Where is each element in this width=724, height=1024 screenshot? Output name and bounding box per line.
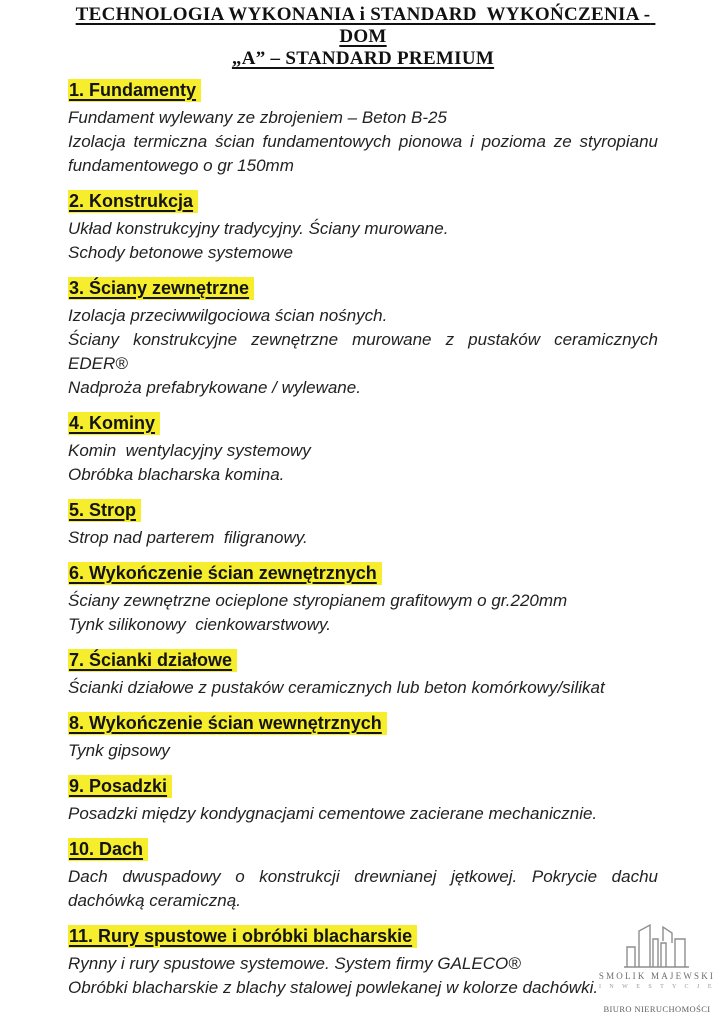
section-paragraph: Tynk silikonowy cienkowarstwowy.	[68, 615, 331, 634]
section-heading	[68, 776, 658, 796]
section-sciany-zewnetrzne	[68, 278, 658, 400]
highlighted-heading: 4. Kominy	[68, 412, 160, 435]
section-heading	[68, 563, 658, 583]
section-heading	[68, 413, 658, 433]
highlighted-heading: 6. Wykończenie ścian zewnętrznych	[68, 562, 382, 585]
section-kominy	[68, 413, 658, 487]
document-title	[68, 4, 658, 70]
section-posadzki	[68, 776, 658, 826]
logo-tagline: BIURO NIERUCHOMOŚCI	[603, 1004, 711, 1014]
section-wykonczenie-scian-wewnetrznych	[68, 713, 658, 763]
section-paragraph: Komin wentylacyjny systemowy	[68, 441, 311, 460]
title-line-2: „A” – STANDARD PREMIUM	[231, 48, 495, 69]
section-heading	[68, 650, 658, 670]
section-paragraph: Układ konstrukcyjny tradycyjny. Ściany murowane.	[68, 219, 449, 238]
section-paragraph: Izolacja termiczna ścian fundamentowych pionowa i pozioma ze styropianu fundamentowego o gr 150mm	[68, 132, 658, 175]
section-paragraph: Ściany konstrukcyjne zewnętrzne murowane z pustaków ceramicznych EDER®	[68, 330, 658, 373]
highlighted-heading: 10. Dach	[68, 838, 148, 861]
section-paragraph: Rynny i rury spustowe systemowe. System firmy GALECO®	[68, 954, 521, 973]
section-rury-spustowe	[68, 926, 658, 1000]
section-paragraph: Dach dwuspadowy o konstrukcji drewnianej jętkowej. Pokrycie dachu dachówką ceramiczną.	[68, 867, 658, 910]
section-paragraph: Obróbki blacharskie z blachy stalowej powlekanej w kolorze dachówki.	[68, 978, 599, 997]
buildings-icon	[598, 917, 716, 969]
highlighted-heading: 5. Strop	[68, 499, 141, 522]
highlighted-heading: 11. Rury spustowe i obróbki blacharskie	[68, 925, 417, 948]
section-paragraph: Obróbka blacharska komina.	[68, 465, 285, 484]
section-fundamenty	[68, 80, 658, 178]
section-heading	[68, 839, 658, 859]
section-strop	[68, 500, 658, 550]
section-paragraph: Ścianki działowe z pustaków ceramicznych lub beton komórkowy/silikat	[68, 678, 605, 697]
highlighted-heading: 8. Wykończenie ścian wewnętrznych	[68, 712, 387, 735]
section-paragraph: Nadproża prefabrykowane / wylewane.	[68, 378, 361, 397]
section-heading	[68, 191, 658, 211]
section-scianki-dzialowe	[68, 650, 658, 700]
section-paragraph: Ściany zewnętrzne ocieplone styropianem grafitowym o gr.220mm	[68, 591, 568, 610]
highlighted-heading: 3. Ściany zewnętrzne	[68, 277, 254, 300]
highlighted-heading: 7. Ścianki działowe	[68, 649, 237, 672]
section-paragraph: Schody betonowe systemowe	[68, 243, 293, 262]
logo-company-name: SMOLIK MAJEWSKI	[598, 971, 716, 981]
section-dach	[68, 839, 658, 913]
highlighted-heading: 1. Fundamenty	[68, 79, 201, 102]
section-heading	[68, 713, 658, 733]
section-paragraph: Fundament wylewany ze zbrojeniem – Beton B-25	[68, 108, 447, 127]
highlighted-heading: 9. Posadzki	[68, 775, 172, 798]
section-paragraph: Strop nad parterem filigranowy.	[68, 528, 308, 547]
section-heading	[68, 500, 658, 520]
section-paragraph: Posadzki między kondygnacjami cementowe zacierane mechanicznie.	[68, 804, 598, 823]
highlighted-heading: 2. Konstrukcja	[68, 190, 198, 213]
section-heading	[68, 278, 658, 298]
title-line-1: TECHNOLOGIA WYKONANIA i STANDARD WYKOŃCZENIA - DOM	[75, 4, 656, 47]
company-logo	[598, 917, 716, 1014]
section-paragraph: Izolacja przeciwwilgociowa ścian nośnych.	[68, 306, 388, 325]
logo-division: I N W E S T Y C J E	[598, 984, 716, 990]
section-heading	[68, 926, 658, 946]
section-heading	[68, 80, 658, 100]
section-paragraph: Tynk gipsowy	[68, 741, 170, 760]
section-wykonczenie-scian-zewnetrznych	[68, 563, 658, 637]
section-konstrukcja	[68, 191, 658, 265]
